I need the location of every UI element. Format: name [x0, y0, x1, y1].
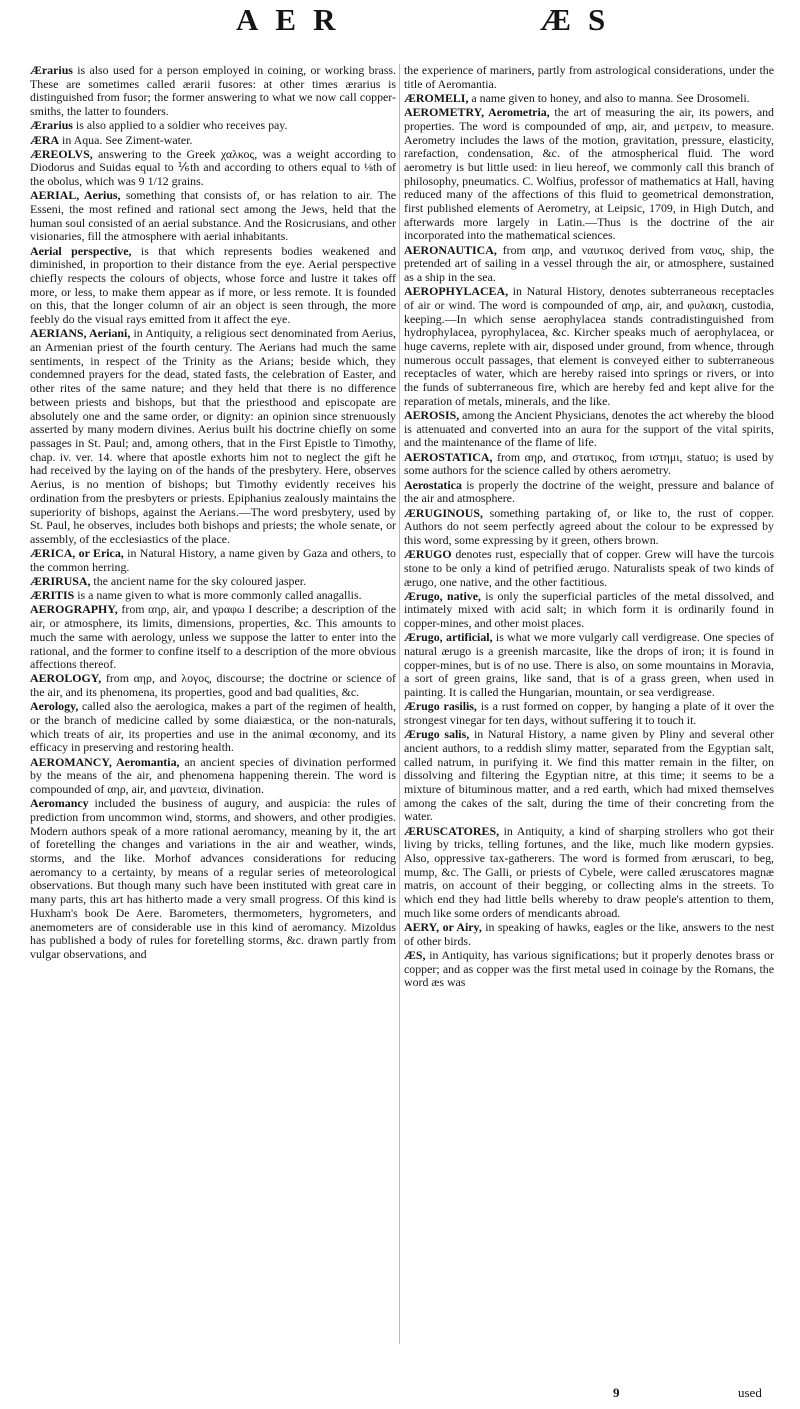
entry-headword: AEROGRAPHY, [30, 602, 118, 617]
entry-headword: AERY, or Airy, [404, 920, 482, 935]
dictionary-entry [404, 949, 774, 990]
entry-text: a name given to honey, and also to manna. See Drosomeli. [468, 90, 750, 105]
entry-text: in Natural History, a name given by Gaza and others, to the common herring. [30, 546, 396, 574]
dictionary-entry [404, 728, 774, 824]
dictionary-entry [404, 92, 774, 106]
dictionary-entry [30, 327, 396, 546]
entry-headword: ÆRIRUSA, [30, 574, 91, 589]
entry-text: in Natural History, a name given by Pliny and several other ancient authors, to a reddish slimy matter, separated from the Egyptian salt, called natrum, in purifying it. We find this matter remain in the filter, on dissolving and filtering the Egyptian nitre, at this time; it seems to be a mixture of bituminous matter, and a red earth, which had mixed themselves among the cakes of the salt, during the time of their concreting from the water. [404, 727, 774, 824]
dictionary-entry [30, 148, 396, 189]
entry-text: from αηρ, air, and γραφω I describe; a description of the air, or atmosphere, its limits, dimensions, properties, &c. This amounts to much the same with aerology, unless we suppose the latter to enter into the rational, and the former to confine itself to a description of the more obvious affections thereof. [30, 602, 396, 672]
entry-headword: Ærugo salis, [404, 727, 470, 742]
entry-text: is properly the doctrine of the weight, pressure and balance of the air and atmosphere. [404, 477, 774, 506]
dictionary-entry [30, 245, 396, 327]
dictionary-entry [30, 134, 396, 148]
entry-text: is that which represents bodies weakened and diminished, in proportion to their distance from the eye. Aerial perspective chiefly respects the colours of objects, whose force and lustre it takes off more, or less, to make them appear as if more, or less remote. It is founded on this, that the longer column of air an object is seen through, the more feebly do the visual rays emitted from it affect the eye. [30, 243, 397, 327]
entry-text: is what we more vulgarly call verdigrease. One species of natural ærugo is a greenish marcasite, like the drops of iron; it is found in copper-mines, but is of no use. There is also, on some mountains in Moravia, a sort of green grains, like sand, that is of a grass green, when used in painting. It is called the Hungarian, mountain, or sea verdigrease. [404, 630, 774, 700]
dictionary-entry [404, 631, 774, 700]
entry-text: is a rust formed on copper, by hanging a plate of it over the strongest vinegar for ten days, without suffering it to touch it. [404, 699, 774, 728]
entry-headword: ÆRUSCATORES, [404, 823, 500, 838]
entry-text: from αηρ, and ναυτικος derived from ναυς, ship, the pretended art of sailing in a vessel through the air, or atmosphere, sustained as a ship in the sea. [404, 242, 774, 285]
dictionary-entry [30, 603, 396, 672]
entry-text: in Antiquity, a religious sect denominated from Aerius, an Armenian priest of the fourth century. The Aerians had much the same sentiments, in respect of the Trinity as the Arians; beside which, they condemned prayers for the dead, stated fasts, the celebration of Easter, and other rites of the same nature; and they held that there is no difference between priests and bishops, but that the priesthood and episcopate are absolutely one and the same order, or dignity: an opinion since strenuously asserted by many modern divines. Aerius built his doctrine chiefly on some passages in St. Paul; and, among others, that in the First Epistle to Timothy, chap. iv. ver. 14. where that apostle exhorts him not to neglect the gift he had received by the laying on of the hands of the presbytery. Here, observes Aerius, is no mention of bishops; but Timothy evidently receives his ordination from the presbyters or priests. Epiphanius zealously maintains the superiority of bishops, against the Aerians.—The word presbytery, used by St. Paul, he observes, includes both bishops and priests; the whole senate, or assembly, of the ecclesiastics of the place. [30, 326, 396, 546]
entry-headword: ÆRICA, or Erica, [30, 546, 124, 561]
right-column [404, 64, 774, 991]
entry-text: from αηρ, and στατικος, from ιστημι, statuo; is used by some authors for the science called by others aerometry. [404, 449, 774, 478]
left-column [30, 64, 396, 962]
dictionary-entry [30, 189, 396, 244]
dictionary-entry [30, 547, 396, 574]
entry-headword: AEROMANCY, Aeromantia, [30, 754, 180, 769]
entry-text: called also the aerologica, makes a part of the regimen of health, or the branch of medicine called by some diaiæstica, or the non-naturals, which treats of air, its properties and use in the animal œconomy, and its efficacy in preserving and restoring health. [30, 699, 396, 755]
entry-text: denotes rust, especially that of copper. Grew will have the turcois stone to be only a kind of petrified ærugo. Naturalists speak of two kinds of ærugo, one native, and the other factitious. [404, 547, 774, 589]
signature-mark: 9 [613, 1385, 620, 1400]
entry-text: is only the superficial particles of the metal dissolved, and intimately mixed with acid salt; in which form it is ordinarily found in copper-mines, and other moist places. [404, 588, 774, 631]
entry-headword: AERONAUTICA, [404, 242, 497, 257]
dictionary-entry [404, 479, 774, 506]
entry-text: the ancient name for the sky coloured jasper. [90, 574, 307, 589]
dictionary-entry [404, 548, 774, 589]
entry-text: in Antiquity, has various significations; but it properly denotes brass or copper; and as copper was the first metal used in coinage by the Romans, the word æs was [404, 948, 774, 990]
entry-text: in Antiquity, a kind of sharping strollers who got their living by tricks, telling fortunes, and the like, much like modern gypsies. Also, oppressive tax-gatherers. The word is formed from æruscari, to beg, mump, &c. The Galli, or priests of Cybele, were called æruscatores magnæ matris, on account of their begging, or collecting alms in the streets. To which end they had little bells whereby to draw people's attention to them, much like some orders of mendicants abroad. [404, 823, 774, 920]
entry-text: in Aqua. See Ziment-water. [59, 132, 193, 147]
entry-headword: AERIAL, Aerius, [30, 188, 121, 203]
entry-headword: Aerial perspective, [30, 243, 132, 258]
dictionary-entry [404, 590, 774, 631]
entry-headword: ÆROMELI, [404, 90, 469, 105]
entry-headword: AERIANS, Aeriani, [30, 326, 131, 341]
entry-headword: AEROPHYLACEA, [404, 284, 509, 299]
dictionary-entry [404, 285, 774, 408]
dictionary-entry [404, 700, 774, 727]
entry-text: included the business of augury, and auspicia: the rules of prediction from uncommon wind, storms, and showers, and other prodigies. Modern authors speak of a more rational aeromancy, meaning by it, the art of foretelling the changes and variations in the air and weather, winds, storms, and the like. Morhof advances considerations for reducing aeromancy to a certainty, by means of a regular series of meteorological observations. But though many such have been instituted with great care in many parts, this art has hitherto made a very small progress. Of this kind is Huxham's book De Aere. Barometers, thermometers, hygrometers, and anemometers are of considerable use in this kind of aeromancy. Mizoldus has published a body of rules for foretelling storms, &c. drawn partly from vulgar observations, and [30, 796, 396, 961]
entry-text: the experience of mariners, partly from astrological considerations, under the title of Aeromantia. [404, 63, 774, 91]
entry-headword: ÆS, [404, 948, 426, 962]
entry-text: an ancient species of divination performed by the means of the air, and phenomena happening therein. The word is compounded of αηρ, air, and μαντεια, divination. [30, 754, 396, 797]
dictionary-entry [404, 409, 774, 450]
entry-headword: Ærarius [30, 118, 73, 133]
entry-text: is a name given to what is more commonly called anagallis. [74, 588, 362, 603]
dictionary-entry [30, 64, 396, 119]
entry-headword: Ærugo, native, [404, 588, 481, 603]
running-head-right: ÆS [540, 2, 623, 37]
entry-headword: ÆRUGINOUS, [404, 505, 483, 520]
entry-headword: ÆREOLVS, [30, 146, 93, 161]
entry-headword: AEROLOGY, [30, 671, 102, 686]
entry-text: is also used for a person employed in coining, or working brass. These are sometimes called ærarii fusores: at other times ærarius is distinguished from fusor; the former answering to what we now call copper-smiths, the latter to founders. [30, 63, 396, 119]
dictionary-entry [30, 575, 396, 589]
dictionary-entry [30, 700, 396, 755]
dictionary-entry [404, 507, 774, 548]
entry-text: is also applied to a soldier who receives pay. [72, 118, 288, 133]
entry-headword: Ærugo rasilis, [404, 699, 477, 714]
column-divider [399, 64, 400, 1344]
entry-headword: Ærarius [30, 63, 73, 77]
entry-text: something partaking of, or like to, the rust of copper. Authors do not seem perfectly agreed about the colour to be expressed by this word, some expressing by it green, others brown. [404, 505, 774, 547]
entry-headword: Aerology, [30, 699, 79, 714]
entry-text: from αηρ, and λογος, discourse; the doctrine or science of the air, and its phenomena, its properties, good and bad qualities, &c. [30, 671, 396, 700]
dictionary-entry [404, 244, 774, 285]
entry-text: in speaking of hawks, eagles or the like, answers to the nest of other birds. [404, 920, 774, 948]
entry-text: something that consists of, or has relation to air. The Esseni, the most refined and rational sect among the Jews, held that the human soul consisted of an aerial substance. And the Rosicrusians, and other visionaries, fill the atmosphere with aerial inhabitants. [30, 188, 396, 244]
entry-text: in Natural History, denotes subterraneous receptacles of air or wind. The word is compounded of αηρ, air, and φυλακη, custodia, keeping.—In which sense aerophylacea stands contradistinguished from hydrophylacea, pyrophylacea, &c. Kircher speaks much of aerophylacea, or huge caverns, replete with air, disposed under ground, from whence, through numerous occult passages, that element is conveyed either to subterraneous receptacles of water, which are hereby raised into springs or rivers, or into the funds of subterraneous fire, which are hereby fed and kept alive for the reparation of metals, minerals, and the like. [404, 284, 774, 408]
entry-headword: AEROSIS, [404, 408, 460, 423]
entry-headword: ÆRUGO [404, 547, 452, 562]
entry-text: answering to the Greek χαλκος, was a weight according to Diodorus and Suidas equal to ⅙th and according to others equal to ⅛th of the obolus, which was 9 1/12 grains. [30, 146, 396, 189]
dictionary-entry [404, 451, 774, 478]
dictionary-entry [30, 672, 396, 699]
catchword: used [738, 1385, 762, 1400]
entry-text: among the Ancient Physicians, denotes the act whereby the blood is attenuated and converted into an aura for the support of the vital spirits, and the maintenance of the flame of life. [404, 408, 774, 450]
dictionary-entry [30, 589, 396, 603]
dictionary-entry [30, 119, 396, 133]
entry-headword: Aeromancy [30, 796, 89, 811]
entry-headword: Ærugo, artificial, [404, 630, 493, 645]
dictionary-entry [404, 106, 774, 243]
dictionary-entry [30, 756, 396, 797]
dictionary-entry [30, 797, 396, 961]
entry-text: the art of measuring the air, its powers, and properties. The word is compounded of αηρ, air, and μετρειν, to measure. Aerometry includes the laws of the motion, gravitation, pressure, elasticity, rarefaction, condensation, &c. of the atmospherical fluid. The word aerometry is but little used: in lieu hereof, we commonly call this branch of philosophy, pneumatics. C. Wolfius, professor of mathematics at Hall, having reduced many of the affections of this fluid to geometrical demonstration, first published elements of Aerometry, at Leipsic, 1709, in High Dutch, and afterwards more largely in Latin.—Thus is the doctrine of the air incorporated into the mathematical sciences. [404, 105, 775, 243]
running-head-left: AER [236, 2, 353, 37]
dictionary-entry [404, 921, 774, 948]
entry-headword: ÆRA [30, 132, 60, 147]
dictionary-entry [404, 825, 774, 921]
entry-headword: Aerostatica [404, 477, 462, 492]
entry-headword: AEROMETRY, Aerometria, [404, 105, 550, 120]
entry-headword: AEROSTATICA, [404, 449, 493, 464]
dictionary-entry [404, 64, 774, 91]
entry-headword: ÆRITIS [30, 588, 75, 603]
